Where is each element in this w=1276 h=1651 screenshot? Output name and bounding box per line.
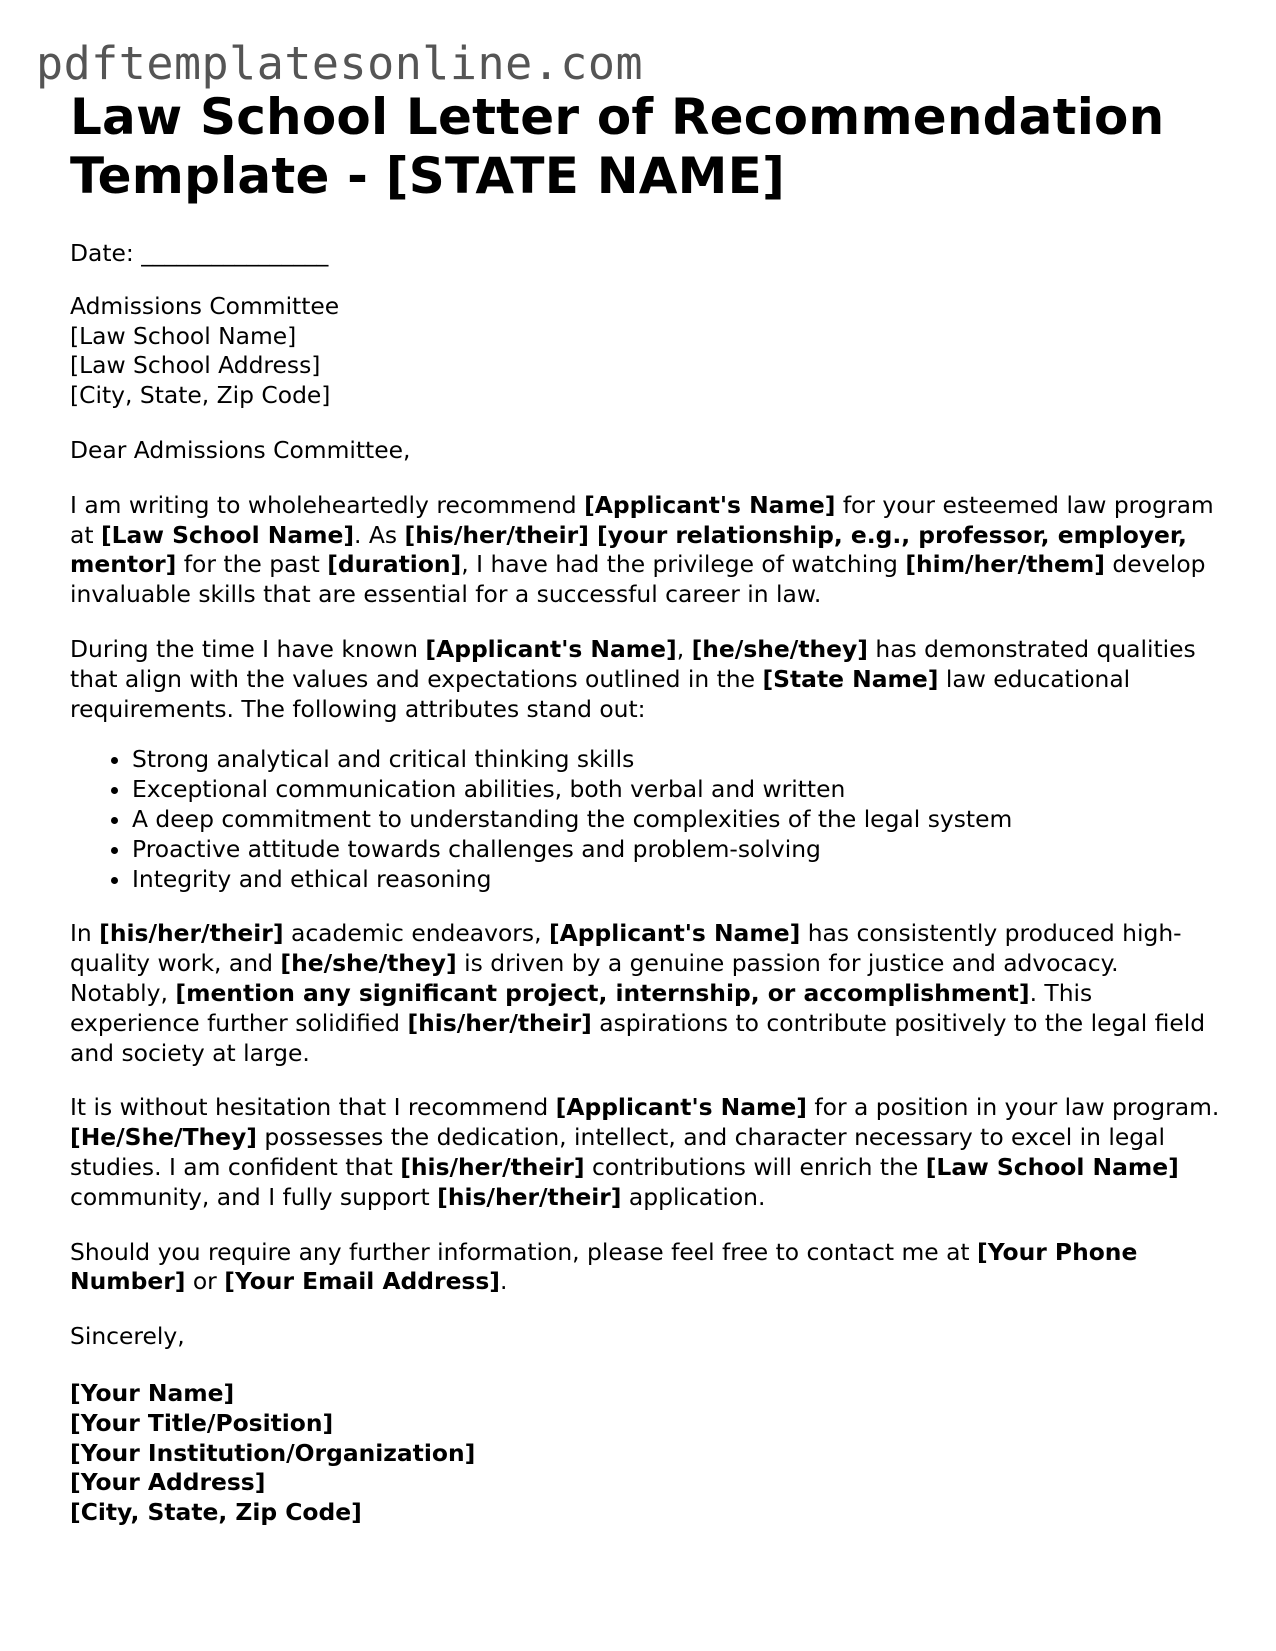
text-run: for the past (176, 550, 328, 579)
closing: Sincerely, (70, 1322, 185, 1351)
placeholder-law-school-name: [Law School Name] (100, 520, 355, 549)
placeholder-state-name: [State Name] (762, 664, 939, 693)
text-run: I am writing to wholeheartedly recommend (70, 490, 585, 519)
text-run: for your esteemed law program at (70, 490, 1214, 549)
paragraph-academic (70, 919, 1220, 1068)
list-item: • Exceptional communication abilities, both verbal and written (132, 775, 1220, 805)
text-run: It is without hesitation that I recommend (70, 1093, 556, 1122)
placeholder-pronoun: [his/her/their] (99, 919, 284, 948)
text-run: is driven by a genuine passion for justice and advocacy. Notably, (70, 949, 1119, 1007)
list-item: • Proactive attitude towards challenges and problem-solving (132, 835, 1220, 865)
attributes-list (70, 745, 1220, 894)
text-run: or (185, 1267, 225, 1296)
text-run: Should you require any further information, please feel free to contact me at (70, 1237, 978, 1266)
address-line: Admissions Committee (70, 291, 340, 320)
text-run: for a position in your law program. (806, 1093, 1220, 1122)
salutation: Dear Admissions Committee, (70, 435, 411, 464)
text-run: academic endeavors, (283, 919, 549, 948)
placeholder-pronoun: [his/her/their] (407, 1008, 592, 1037)
text-run: develop invaluable skills that are essential for a successful career in law. (70, 550, 1206, 609)
watermark: pdftemplatesonline.com (36, 37, 644, 90)
text-run: . This experience further solidified (70, 978, 1093, 1037)
placeholder-email: [Your Email Address] (224, 1267, 500, 1296)
list-item: • Integrity and ethical reasoning (132, 865, 1220, 895)
placeholder-pronoun: [his/her/their] (400, 1152, 585, 1181)
text-run: In (70, 919, 100, 948)
text-run: community, and I fully support (70, 1182, 438, 1211)
text-run: aspirations to contribute positively to the legal field and society at large. (70, 1008, 1206, 1067)
list-item: • Strong analytical and critical thinking skills (132, 745, 1220, 775)
text-run: possesses the dedication, intellect, and character necessary to excel in legal studies. I am confident that (70, 1123, 1165, 1181)
placeholder-relationship: [his/her/their] [your relationship, e.g., professor, employer, mentor] (70, 520, 1187, 579)
placeholder-law-school-name: [Law School Name] (925, 1152, 1179, 1181)
recipient-address (70, 292, 1220, 411)
placeholder-applicant-name: [Applicant's Name] (555, 1093, 807, 1122)
address-line: [City, State, Zip Code] (70, 381, 331, 410)
signature-line: [City, State, Zip Code] (70, 1498, 362, 1527)
text-run: . (499, 1267, 508, 1296)
signature-line: [Your Title/Position] (70, 1408, 334, 1437)
text-run: has demonstrated qualities that align with the values and expectations outlined in the (70, 634, 1196, 693)
signature-line: [Your Address] (70, 1468, 266, 1497)
address-line: [Law School Address] (70, 351, 321, 380)
page-title: Law School Letter of Recommendation Template - [STATE NAME] (70, 88, 1165, 205)
letter-document (70, 88, 1220, 1528)
paragraph-contact (70, 1238, 1220, 1298)
address-line: [Law School Name] (70, 321, 297, 350)
text-run: law educational requirements. The following attributes stand out: (70, 664, 1131, 723)
placeholder-pronoun: [he/she/they] (280, 949, 457, 978)
date-line: Date: ________________ (70, 239, 329, 267)
paragraph-qualities (70, 635, 1220, 724)
text-run: , (676, 634, 692, 663)
signature-block (70, 1379, 1220, 1528)
paragraph-intro (70, 491, 1220, 610)
placeholder-applicant-name: [Applicant's Name] (548, 919, 801, 948)
text-run: During the time I have known (70, 634, 426, 663)
text-run: , I have had the privilege of watching (461, 550, 906, 579)
placeholder-phone: [Your Phone Number] (70, 1237, 1138, 1296)
placeholder-applicant-name: [Applicant's Name] (584, 490, 836, 519)
text-run: . As (354, 520, 405, 549)
text-run: application. (621, 1182, 766, 1211)
signature-line: [Your Name] (70, 1378, 235, 1407)
placeholder-pronoun: [him/her/them] (905, 550, 1105, 579)
placeholder-pronoun: [his/her/their] (437, 1182, 622, 1211)
text-run: has consistently produced high-quality work, and (70, 919, 1182, 978)
text-run: contributions will enrich the (584, 1152, 926, 1181)
placeholder-applicant-name: [Applicant's Name] (425, 634, 677, 663)
placeholder-pronoun: [he/she/they] (691, 634, 868, 663)
list-item: • A deep commitment to understanding the complexities of the legal system (132, 805, 1220, 835)
signature-line: [Your Institution/Organization] (70, 1438, 476, 1467)
placeholder-duration: [duration] (327, 550, 462, 579)
paragraph-recommendation (70, 1093, 1220, 1212)
placeholder-pronoun: [He/She/They] (70, 1123, 257, 1152)
placeholder-accomplishment: [mention any significant project, internship, or accomplishment] (175, 978, 1030, 1007)
